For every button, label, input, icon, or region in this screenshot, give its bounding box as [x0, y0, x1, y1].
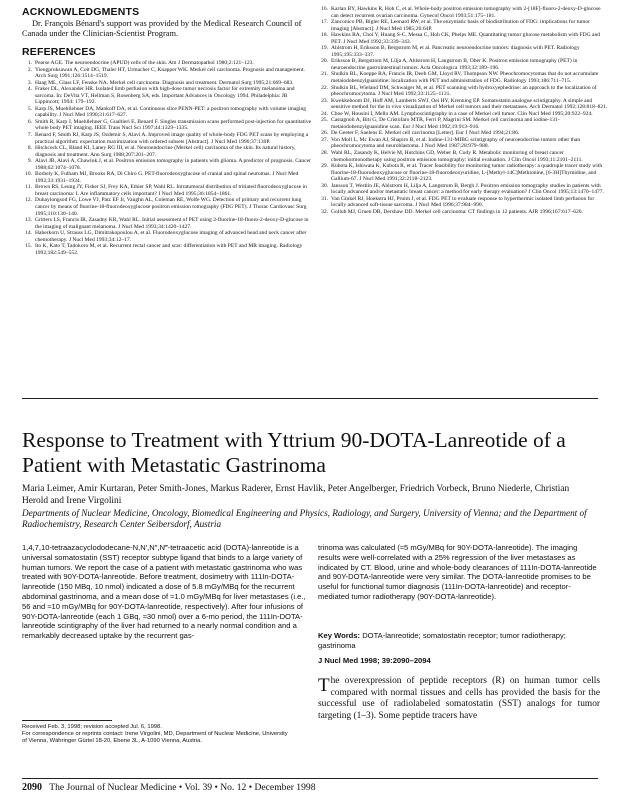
- reference-list-left: [22, 60, 312, 256]
- reference-item: 8. Hitchcock CL, Bland KI, Laney RG III, et al. Neuroendocrine (Merkel cell) carcinoma of the skin. Its natural history, diagnosis and treatment. Ann Surg 1988;207:201–207.: [27, 145, 296, 158]
- reference-item: 22. Shulkin BL, Wieland DM, Schwaiger M, et al. PET scanning with hydroxyephedrine: an approach to the localization of pheochromocytoma. J Nucl Med 1992;33:1125–1131.: [321, 84, 597, 98]
- author-list: Maria Leimer, Amir Kurtaran, Peter Smith-Jones, Markus Raderer, Ernst Havlik, Peter Angelberger, Friedrich Vorbeck, Bruno Niederle, Christian Herold and Irene Virgolini: [22, 484, 570, 506]
- reference-item: 1. Pearse AGE. The neuroendocrine (APUD) cells of the skin. Am J Dermatopathol 1980;2:121–123.: [27, 60, 254, 66]
- page-number: 2090: [22, 782, 42, 793]
- reference-item: 15. Ito K, Kato T, Tadokoro M, et al. Recurrent rectal cancer and scar: differentiation with PET and MR imaging. Radiology 1992;182:549–552.: [25, 243, 303, 256]
- footnote-correspondence: For correspondence or reprints contact: Irene Virgolini, MD, Department of Nuclear Medicine, University of Vienna, Währinger Gürtel 18-20, Ebene 3L, A-1090 Vienna, Austria.: [22, 731, 288, 745]
- section-divider: [22, 398, 598, 399]
- keywords: [318, 631, 600, 651]
- citation: J Nucl Med 1998; 39:2090–2094: [318, 656, 431, 665]
- footnote-divider: [22, 720, 112, 721]
- reference-item: 21. Shulkin BL, Koeppe RA, Francis IR, Deeb GM, Lloyd RV, Thompson NW. Pheochromocytomas that do not accumulate metaiodobenzylguanidine: localization with PET and administration of FDG. Radiology 1993;186:711–715.: [321, 71, 599, 85]
- reference-item: 20. Eriksson B, Bergstrom M, Lilja A, Ahlstrom H, Langstrom B, Ober K. Positron emission tomography (PET) in neuroendocrine gastrointestinal tumors. Acta Oncologica 1993;32:189–196.: [321, 58, 578, 71]
- reference-item: 32. Gollub MJ, Gruen DR, Dershaw DD. Merkel cell carcinoma: CT findings in 12 patients. AJR 1996;167:617–620.: [321, 208, 583, 215]
- references-left-column: [22, 6, 312, 256]
- reference-item: 27. Von Moll L, Mc Ewan AJ, Shapiro B, et al. Iodine-131-MIBG scintigraphy of neuroendocrine tumors other than pheochromocytoma and neuroblastoma. J Nucl Med 1987;28:979–988.: [321, 136, 581, 150]
- reference-list-right: [318, 6, 608, 216]
- reference-item: 13. Gritters LS, Francis IR, Zasadny KR, Wahl RL. Initial assessment of PET using 2-fluorine-18-fluoro-2-deoxy-D-glucose in the imaging of malignant melanoma. J Nucl Med 1993;34:1420–1427.: [25, 217, 309, 230]
- footnote: [22, 724, 292, 746]
- reference-item: 2. Yiengpruksawan A, Coit DG, Thaler HT, Urmacher C, Knapper WK. Merkel cell carcinoma. Prognosis and management. Arch Surg 1991;126:1514–1519.: [27, 66, 305, 80]
- reference-item: 3. Haag ML, Glass LF, Fenske NA. Merkel cell carcinoma. Diagnosis and treatment. Dermatol Surg 1995;21:669–683.: [27, 79, 294, 86]
- footer-divider: [22, 778, 598, 779]
- reference-item: 31. Van Ginkel RJ, Hoekstra HJ, Pruim J, et al. FDG PET to evaluate response to hyperthermic isolated limb perfusion for locally advanced soft-tissue sarcoma. J Nucl Med 1996;37:984–990.: [321, 195, 595, 209]
- footnote-received: Received Feb. 3, 1998; revision accepted Jul. 6, 1998.: [22, 724, 162, 730]
- acknowledgments-text: Dr. François Bénard's support was provided by the Medical Research Council of Canada under the Clinician-Scientist Program.: [22, 19, 302, 38]
- abstract-left: 1,4,7,10-tetraazacyclododecane-N,N′,N″,N‴-tetraacetic acid (DOTA)-lanreotide is a universal somatostatin (SST) receptor subtype ligand that binds to a large variety of human tumors. We report the case of a patient with metastatic gastrinoma who was treated with 90Y-DOTA-lanreotide. Before treatment, dosimetry with 111In-DOTA-lanreotide (150 MBq, 10 nmol) indicated a dose of 5.8 mGy/MBq for the recurrent abdominal gastrinoma, and a mean dose of ≈1.0 mGy/MBq for liver metastases (i.e., 56 and ≈10 mGy/MBq for 90Y-DOTA-lanreotide, respectively). After four infusions of 90Y-DOTA-lanreotide (each 1 GBq, ≈30 nmol) over a 6-mo period, the 111In-DOTA-lanreotide scintigraphy of the liver had returned to a nearly normal condition and a remarkably decreased uptake by the recurrent gas-: [22, 543, 306, 641]
- reference-item: 29. Kubota K, Ishiwata K, Kubota R, et al. Tracer feasibility for monitoring tumor radiotherapy: a quadruple tracer study with fluorine-18-fluorodeoxyglucose or fluorine-18-fluorodeoxyuridine, L-[Methyl-14C]Methionine, [6-3H]Thymidine, and Gallium-67. J Nucl Med 1991;32:2118–2123.: [321, 163, 603, 183]
- intro-paragraph: [318, 676, 600, 722]
- reference-item: 19. Ahlstrom H, Eriksson B, Bergstrom M, et al. Pancreatic neuroendocrine tumors: diagnosis with PET. Radiology 1995;195:333–337.: [321, 45, 580, 58]
- reference-item: 30. Jansson T, Westlin JE, Ahlstrom H, Lilja A, Langstrom B, Bergh J. Positron emission tomography studies in patients with locally advanced and/or metastatic breast cancer: a method for early therapy evaluation? J Clin Oncol 1995;13:1470–1477.: [321, 182, 604, 196]
- article-title: Response to Treatment with Yttrium 90-DOTA-Lanreotide of a Patient with Metastatic Gastrinoma: [22, 428, 566, 477]
- reference-item: 25. Castagnoli A, Biti G, De Cristofaro MTR, Ferri P, Magrini SM. Merkel cell carcinoma and iodine-131-metaiodobenzylguanidine scan. Eur J Nucl Med 1992;19:913–916.: [321, 117, 560, 130]
- reference-item: 24. Choe W, Housini I, Mello AM. Lymphoscintigraphy in a case of Merkel cell tumor. Clin Nucl Med 1995;20:922–924.: [321, 110, 593, 117]
- reference-item: 7. Benard F, Smith RJ, Karp JS, Ozdemir S, Alavi A. Improved image quality of whole-body FDG PET scans by employing a practical algorithm: expectation maximization with ordered subsets [Abstract]. J Nucl Med 1996;37:130P.: [27, 132, 309, 145]
- references-heading: REFERENCES: [22, 46, 96, 58]
- keywords-label: Key Words:: [318, 631, 361, 640]
- reference-item: 9. Alavi JB, Alavi A, Chawluk J, et al. Positron emission tomography in patients with glioma. A predictor of prognosis. Cancer 1988;62:1074–1078.: [27, 158, 311, 171]
- abstract-right: trinoma was calculated (≈5 mGy/MBq for 90Y-DOTA-lanreotide). The imaging results were well-correlated with a 25% regression of the liver metastases as indicated by CT. Blood, urine and whole-body clearances of 111In-DOTA-lanreotide and 90Y-DOTA-lanreotide were very similar. The DOTA-lanreotide promises to be useful for functional tumor diagnosis (111In-DOTA-lanreotide) and receptor-mediated tumor radiotherapy (90Y-DOTA-lanreotide).: [318, 543, 597, 601]
- reference-item: 11. Brown RS, Leung JY, Fisher SJ, Frey KA, Ethier SP, Wahl RL. Intratumoral distribution of tritiated fluorodeoxyglucose in breast carcinoma: I. Are inflammatory cells important? J Nucl Med 1995;36:1854–1861.: [25, 184, 307, 197]
- drop-cap: T: [318, 675, 330, 696]
- reference-item: 4. Fraker DL, Alexander HR. Isolated limb perfusion with high-dose tumor necrosis factor for extremity melanoma and sarcoma. In: DeVita VT, Hellman S, Rosenberg SA, eds. Important Advances in Oncology 1994. Philadelphia: JB Lippincott; 1994: 179–192.: [27, 86, 295, 106]
- references-right-column: [318, 6, 608, 216]
- reference-item: 18. Hawkins RA, Choi Y, Huang S-C, Messa C, Hoh CK, Phelps ME. Quantitating tumor glucose metabolism with FDG and PET. J Nucl Med 1992;33:339–343.: [321, 32, 601, 45]
- reference-item: 16. Karlan BY, Hawkins R, Hoh C, et al. Whole-body positron emission tomography with 2-[18F]-fluoro-2-deoxy-D-glucose can detect recurrent ovarian carcinoma. Gynecol Oncol 1993;51:175–181.: [321, 6, 601, 19]
- affiliation: Departments of Nuclear Medicine, Oncology, Biomedical Engineering and Physics, Radiology, and Surgery, University of Vienna; and the Department of Radiochemistry, Research Center Seibersdorf, Austria: [22, 508, 587, 529]
- intro-text: he overexpression of peptide receptors (R) on human tumor cells compared with normal tissues and cells has provided the basis for the successful use of radiolabeled somatostatin (SST) analogs for tumor targeting (1–3). Some peptide tracers have: [318, 676, 600, 721]
- journal-info: The Journal of Nuclear Medicine • Vol. 39 • No. 12 • December 1998: [49, 782, 316, 793]
- reference-item: 10. Borbely K, Fulham MJ, Brooks RA, Di Chiro G. PET-fluorodeoxyglucose of cranial and spinal neuromas. J Nucl Med 1992;33:1931–1934.: [25, 171, 299, 184]
- keywords-text: DOTA-lanreotide; somatostatin receptor; tumor radiotherapy; gastrinoma: [318, 631, 566, 650]
- reference-item: 28. Wahl RL, Zasandy K, Helvie M, Hutchins GD, Weber B, Cody R. Metabolic monitoring of breast cancer chemohormonotherapy using positron emission tomography: initial evaluation. J Clin Oncol 1993;11:2101–2111.: [321, 150, 583, 163]
- reference-item: 26. De Geeter F, Saelens E. Merkel cell carcinoma [Letter]. Eur J Nucl Med 1994;21:86.: [321, 130, 520, 137]
- reference-item: 17. Zanconico PB, Bigler RE, Leonard RW, et al. The enzymatic basis of biodistribution of FDG: implications for tumor imaging [Abstract]. J Nucl Med 1985;26:64P.: [321, 19, 590, 32]
- reference-item: 12. Duhaylongsod FG, Lowe VJ, Patz EF Jr, Vaughn AL, Coleman RE, Wolfe WG. Detection of primary and recurrent lung cancer by means of fluorine-18-fluorodeoxyglucose positron emission tomography (FDG PET). J Thorac Cardiovasc Surg 1995;110:130–140.: [25, 197, 307, 217]
- reference-item: 5. Karp JS, Muehllehner DA, Mankoff DA, et al. Continuous slice PENN-PET: a positron tomography with volume imaging capability. J Nucl Med 1990;31:617–627.: [27, 105, 307, 119]
- page-footer: [22, 782, 598, 793]
- acknowledgments-heading: ACKNOWLEDGMENTS: [22, 6, 140, 18]
- reference-item: 6. Smith R, Karp J, Muehllehner G, Gualtieri E, Benard F. Singles transmission scans performed post-injection for quantitative whole body PET imaging. IEEE Trans Nucl Sci 1997;44:1329–1335.: [27, 118, 312, 132]
- reference-item: 14. Haberkorn U, Strauss LG, Dimitrakopoulou A, et al. Fluorodeoxyglucose imaging of advanced head and neck cancer after chemotherapy. J Nucl Med 1993;34:12–17.: [25, 230, 307, 243]
- reference-item: 23. Kwekkeboom DJ, Hoff AM, Lamberts SWJ, Oei HY, Krenning EP. Somatostatin analogue scintigraphy. A simple and sensitive method for the in vivo visualization of Merkel cell tumors and their metastases. Arch Dermatol 1992;128:818–821.: [321, 97, 608, 111]
